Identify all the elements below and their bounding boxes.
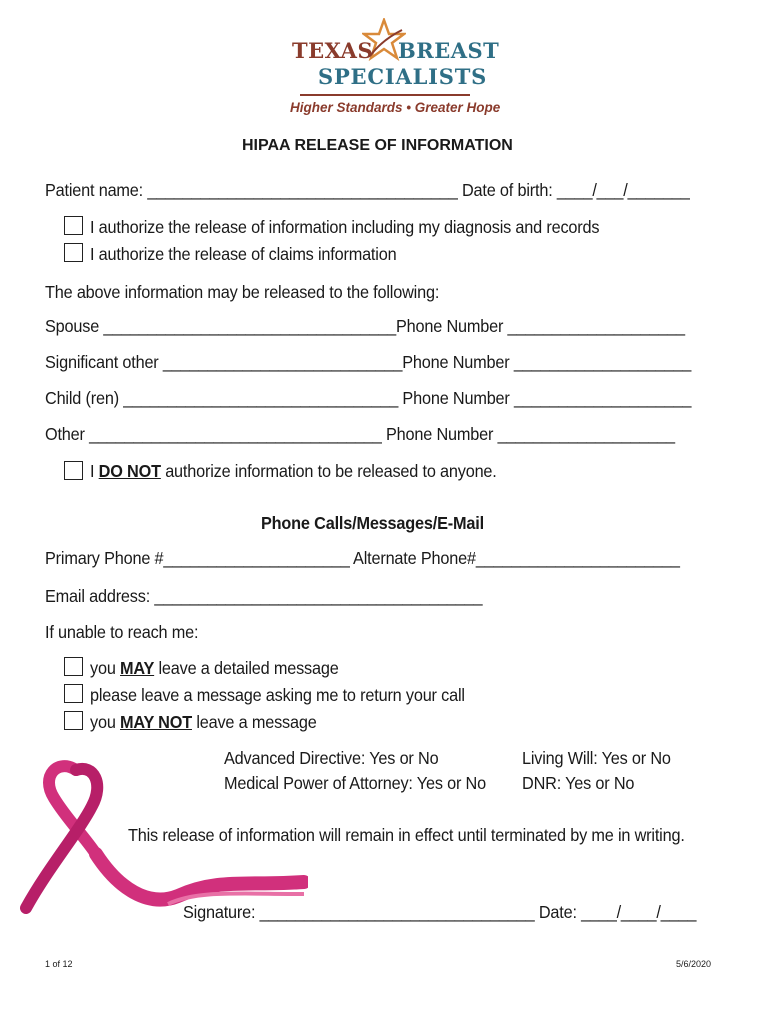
return-call-label: please leave a message asking me to return your call (90, 685, 465, 705)
logo-specialists: SPECIALISTS (318, 64, 488, 89)
logo-tagline: Higher Standards • Greater Hope (290, 100, 501, 115)
authorize-claims-label: I authorize the release of claims information (90, 244, 397, 264)
section-title-phone-calls: Phone Calls/Messages/E-Mail (261, 513, 484, 533)
contact-children-line: Child (ren) _______________________________ Phone Number ____________________ (45, 388, 692, 408)
email-line: Email address: _____________________________________ (45, 586, 483, 606)
authorize-records-label: I authorize the release of information including my diagnosis and records (90, 217, 600, 237)
authorize-claims-checkbox[interactable] (64, 243, 83, 262)
logo-breast: BREAST (398, 38, 500, 63)
may-leave-message-label: you MAY leave a detailed message (90, 658, 339, 678)
footer-date: 5/6/2020 (676, 959, 712, 969)
medical-power-of-attorney: Medical Power of Attorney: Yes or No (224, 773, 486, 793)
return-call-checkbox[interactable] (64, 684, 83, 703)
do-not-authorize-label: I DO NOT authorize information to be released to anyone. (90, 461, 497, 481)
contact-spouse-line: Spouse _________________________________Phone Number ____________________ (45, 316, 685, 336)
effect-statement: This release of information will remain in effect until terminated by me in writing. (128, 825, 685, 845)
may-not-leave-message-checkbox[interactable] (64, 711, 83, 730)
living-will: Living Will: Yes or No (522, 748, 671, 768)
page-number: 1 of 12 (45, 959, 73, 969)
contact-significant-other-line: Significant other ___________________________Phone Number ____________________ (45, 352, 692, 372)
contact-other-line: Other _________________________________ Phone Number ____________________ (45, 424, 675, 444)
advanced-directive: Advanced Directive: Yes or No (224, 748, 439, 768)
signature-date-line: Signature: _______________________________ Date: ____/____/____ (183, 902, 697, 922)
patient-name-dob-line: Patient name: ___________________________________ Date of birth: ____/___/_______ (45, 180, 690, 200)
unable-to-reach-intro: If unable to reach me: (45, 622, 199, 642)
phone-line: Primary Phone #_____________________ Alternate Phone#_______________________ (45, 548, 680, 568)
released-to-intro: The above information may be released to the following: (45, 282, 440, 302)
may-leave-message-checkbox[interactable] (64, 657, 83, 676)
do-not-authorize-checkbox[interactable] (64, 461, 83, 480)
logo-texas: TEXAS (292, 38, 374, 63)
dnr: DNR: Yes or No (522, 773, 635, 793)
authorize-records-checkbox[interactable] (64, 216, 83, 235)
logo-divider (300, 94, 470, 96)
may-not-leave-message-label: you MAY NOT leave a message (90, 712, 317, 732)
page-title: HIPAA RELEASE OF INFORMATION (242, 137, 513, 154)
do-not-emphasis: DO NOT (98, 461, 161, 481)
